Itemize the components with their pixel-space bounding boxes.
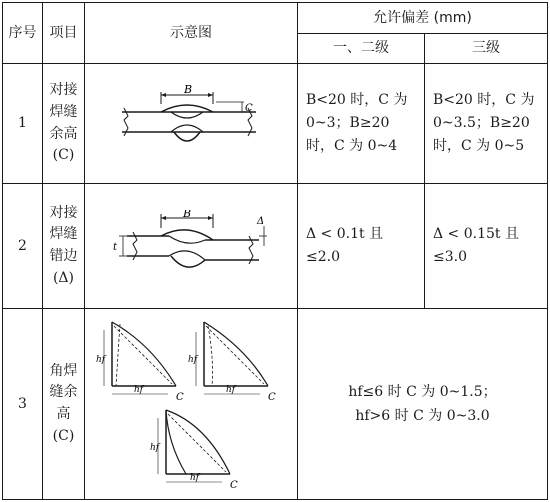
- header-item: 项目: [43, 3, 85, 64]
- label-c: C: [176, 392, 184, 403]
- label-t: t: [112, 242, 117, 253]
- row-1-item-line: (C): [52, 147, 75, 164]
- row-2-grade-1-2: Δ < 0.1t 且 ≤2.0: [298, 184, 425, 309]
- row-1-diagram: [85, 64, 298, 184]
- row-3-item-line: 缝余: [49, 384, 78, 401]
- row-3-tolerance-line-2: hf>6 时 C 为 0~3.0: [355, 408, 490, 424]
- row-2-item-line: (Δ): [52, 269, 75, 286]
- fillet-weld-sketch-2: [188, 322, 276, 403]
- label-hf: hf: [134, 385, 144, 395]
- header-grade-1-2: 一、二级: [298, 34, 425, 64]
- label-hf: hf: [96, 355, 106, 365]
- fillet-weld-sketch-1: [96, 322, 184, 403]
- row-2-item-line: 焊缝: [49, 226, 78, 243]
- row-2-number: 2: [3, 184, 43, 309]
- header-tolerance: 允许偏差 (mm): [298, 3, 548, 34]
- butt-weld-reinforcement-diagram: [116, 84, 266, 164]
- row-2-item: [43, 184, 85, 309]
- row-2-diagram: [85, 184, 298, 309]
- butt-weld-misalignment-diagram: [109, 210, 274, 282]
- fillet-weld-sketch-3: [150, 410, 238, 491]
- row-3-item-line: 角焊: [49, 362, 78, 379]
- label-b: B: [184, 83, 193, 96]
- row-1-grade-3: B<20 时，C 为 0~3.5；B≥20 时，C 为 0~5: [425, 64, 548, 184]
- row-3-item-line: 高: [56, 406, 71, 422]
- label-c: C: [268, 392, 276, 403]
- label-hf: hf: [188, 355, 198, 365]
- row-3-item-line: (C): [52, 427, 75, 444]
- row-1-grade-1-2: B<20 时，C 为 0~3；B≥20 时，C 为 0~4: [298, 64, 425, 184]
- row-2-item-line: 错边: [49, 248, 78, 264]
- label-delta: Δ: [256, 216, 264, 227]
- row-2-item-line: 对接: [49, 204, 78, 221]
- header-no: 序号: [3, 3, 43, 64]
- row-3-tolerance: [298, 309, 548, 500]
- header-diagram: 示意图: [85, 3, 298, 64]
- row-1-item-line: 焊缝: [49, 103, 78, 120]
- label-c: C: [230, 480, 238, 491]
- row-3-item: [43, 309, 85, 500]
- label-c: C: [245, 102, 253, 114]
- header-grade-3: 三级: [425, 34, 548, 64]
- row-3-tolerance-line-1: hf≤6 时 C 为 0~1.5；: [348, 383, 497, 400]
- row-1-number: 1: [3, 64, 43, 184]
- row-3-number: 3: [3, 309, 43, 500]
- label-hf: hf: [190, 473, 200, 483]
- row-3-diagram: [85, 309, 298, 500]
- fillet-weld-reinforcement-diagram: [96, 314, 286, 494]
- row-1-item-line: 余高: [49, 125, 78, 142]
- row-1-item: [43, 64, 85, 184]
- row-2-grade-3: Δ < 0.15t 且 ≤3.0: [425, 184, 548, 309]
- tolerance-table-sheet: [2, 2, 547, 499]
- row-1-item-line: 对接: [49, 82, 78, 99]
- label-hf: hf: [226, 385, 236, 395]
- label-b: B: [182, 210, 191, 220]
- label-hf: hf: [150, 443, 160, 453]
- tolerance-table: [2, 2, 548, 500]
